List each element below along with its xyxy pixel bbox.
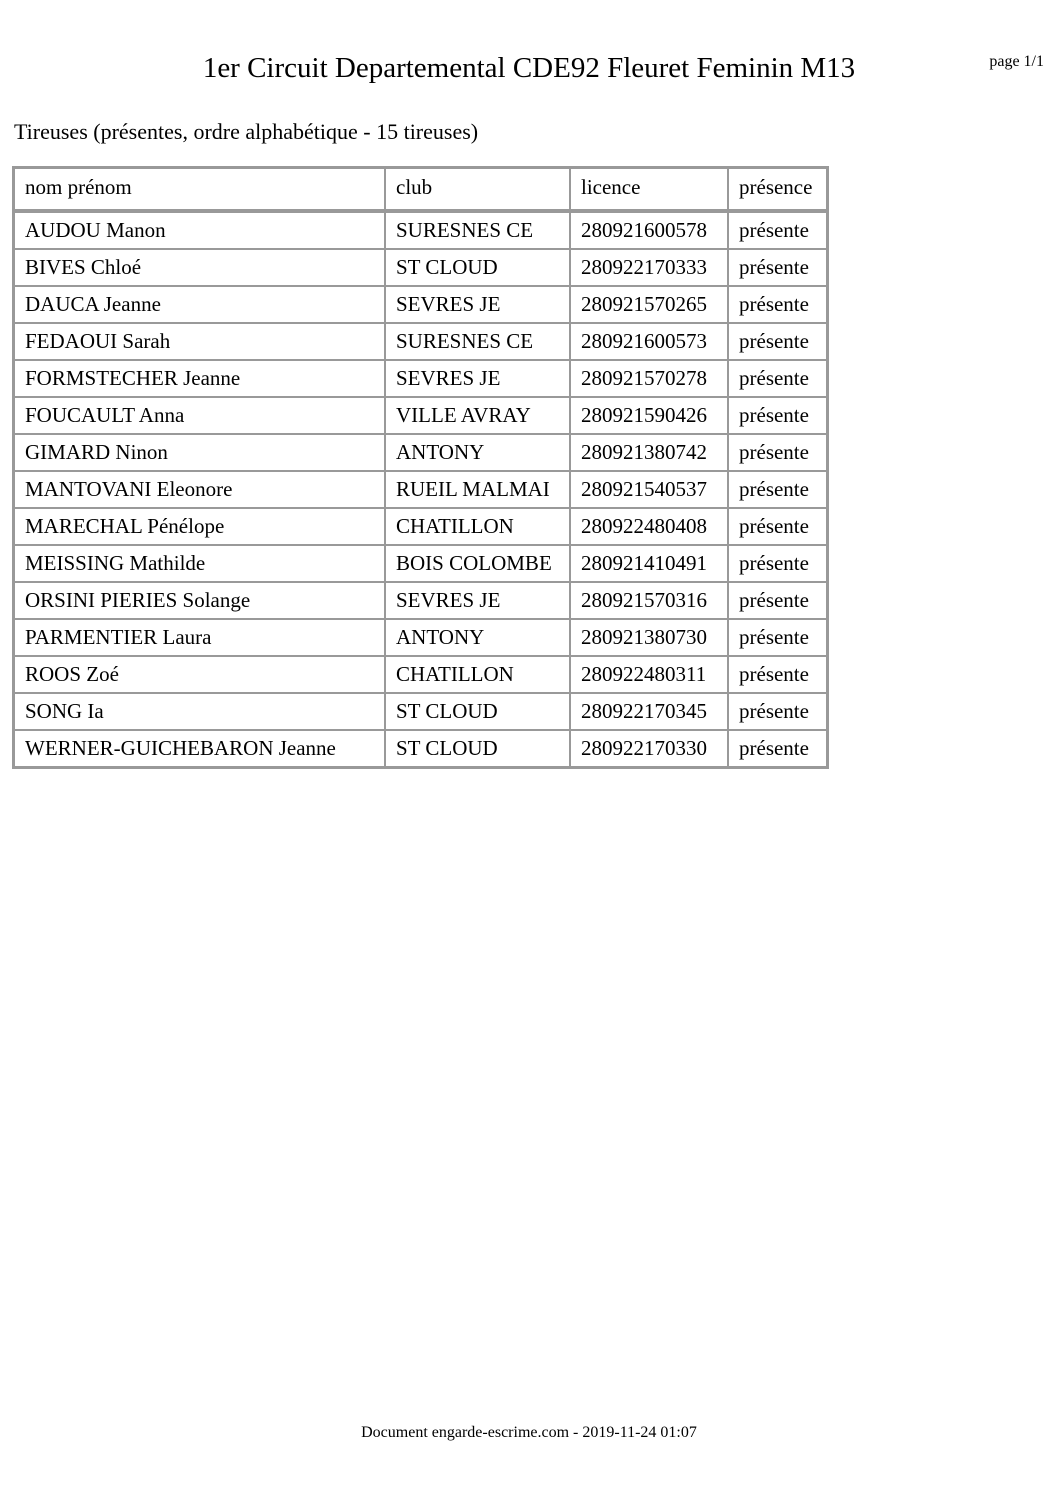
cell-licence: 280921570278 (570, 360, 728, 397)
cell-club: ANTONY (385, 434, 570, 471)
cell-presence: présente (728, 508, 827, 545)
table-row (14, 582, 827, 619)
table-row (14, 323, 827, 360)
table-row (14, 545, 827, 582)
cell-presence: présente (728, 471, 827, 508)
cell-presence: présente (728, 582, 827, 619)
cell-name: WERNER-GUICHEBARON Jeanne (14, 730, 385, 767)
document-title: 1er Circuit Departemental CDE92 Fleuret Feminin M13 (202, 52, 856, 84)
table-row (14, 471, 827, 508)
cell-club: VILLE AVRAY (385, 397, 570, 434)
cell-club: RUEIL MALMAI (385, 471, 570, 508)
table-row (14, 397, 827, 434)
cell-club: ST CLOUD (385, 730, 570, 767)
cell-presence: présente (728, 693, 827, 730)
cell-name: MEISSING Mathilde (14, 545, 385, 582)
cell-presence: présente (728, 249, 827, 286)
cell-presence: présente (728, 323, 827, 360)
cell-presence: présente (728, 360, 827, 397)
cell-presence: présente (728, 730, 827, 767)
cell-presence: présente (728, 286, 827, 323)
cell-club: SEVRES JE (385, 582, 570, 619)
table-row (14, 508, 827, 545)
cell-licence: 280921600573 (570, 323, 728, 360)
cell-licence: 280921570265 (570, 286, 728, 323)
column-header-name: nom prénom (14, 168, 385, 212)
cell-club: ANTONY (385, 619, 570, 656)
cell-licence: 280922480408 (570, 508, 728, 545)
cell-presence: présente (728, 434, 827, 471)
cell-licence: 280921410491 (570, 545, 728, 582)
cell-name: ROOS Zoé (14, 656, 385, 693)
cell-licence: 280921540537 (570, 471, 728, 508)
cell-presence: présente (728, 212, 827, 249)
section-subtitle: Tireuses (présentes, ordre alphabétique - 15 tireuses) (14, 119, 479, 144)
cell-presence: présente (728, 397, 827, 434)
table-row (14, 619, 827, 656)
cell-club: SEVRES JE (385, 286, 570, 323)
cell-club: ST CLOUD (385, 249, 570, 286)
cell-licence: 280922170345 (570, 693, 728, 730)
cell-club: ST CLOUD (385, 693, 570, 730)
table-row (14, 360, 827, 397)
cell-club: SEVRES JE (385, 360, 570, 397)
page-number: page 1/1 (989, 53, 1044, 70)
cell-club: SURESNES CE (385, 323, 570, 360)
table-row (14, 212, 827, 249)
cell-name: DAUCA Jeanne (14, 286, 385, 323)
cell-name: ORSINI PIERIES Solange (14, 582, 385, 619)
column-header-licence: licence (570, 168, 728, 212)
cell-licence: 280922170333 (570, 249, 728, 286)
column-header-presence: présence (728, 168, 827, 212)
table-header-row (14, 168, 827, 212)
cell-presence: présente (728, 545, 827, 582)
table-row (14, 249, 827, 286)
table-row (14, 693, 827, 730)
cell-name: AUDOU Manon (14, 212, 385, 249)
cell-presence: présente (728, 656, 827, 693)
cell-name: BIVES Chloé (14, 249, 385, 286)
table-row (14, 730, 827, 767)
column-header-club: club (385, 168, 570, 212)
cell-name: FEDAOUI Sarah (14, 323, 385, 360)
footer-text: Document engarde-escrime.com - 2019-11-24 01:07 (361, 1424, 697, 1441)
cell-club: BOIS COLOMBE (385, 545, 570, 582)
cell-club: CHATILLON (385, 656, 570, 693)
cell-licence: 280921380730 (570, 619, 728, 656)
fencers-table (12, 166, 829, 769)
cell-name: MANTOVANI Eleonore (14, 471, 385, 508)
table-row (14, 434, 827, 471)
cell-name: GIMARD Ninon (14, 434, 385, 471)
cell-licence: 280922170330 (570, 730, 728, 767)
cell-licence: 280921590426 (570, 397, 728, 434)
table-body (14, 212, 827, 767)
cell-licence: 280921380742 (570, 434, 728, 471)
cell-name: FOUCAULT Anna (14, 397, 385, 434)
cell-name: SONG Ia (14, 693, 385, 730)
cell-club: CHATILLON (385, 508, 570, 545)
cell-licence: 280921600578 (570, 212, 728, 249)
cell-licence: 280921570316 (570, 582, 728, 619)
cell-name: FORMSTECHER Jeanne (14, 360, 385, 397)
cell-licence: 280922480311 (570, 656, 728, 693)
cell-name: PARMENTIER Laura (14, 619, 385, 656)
cell-name: MARECHAL Pénélope (14, 508, 385, 545)
table-row (14, 286, 827, 323)
cell-presence: présente (728, 619, 827, 656)
cell-club: SURESNES CE (385, 212, 570, 249)
table-row (14, 656, 827, 693)
